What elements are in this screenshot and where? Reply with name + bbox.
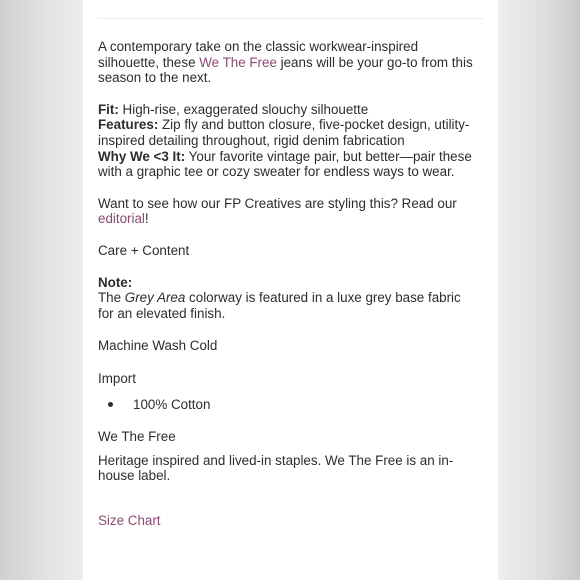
size-chart-link[interactable]: Size Chart (98, 512, 161, 528)
why-value: Your favorite vintage pair, but better—pair these with a graphic tee or cozy sweater for endless ways to wear. (98, 148, 472, 180)
fit-line (98, 102, 368, 117)
features-line (98, 117, 469, 148)
note-label: Note: (98, 274, 133, 290)
intro-text-end: jeans will be your go-to from this season to the next. (98, 54, 473, 86)
product-description (98, 39, 478, 528)
brand-description: Heritage inspired and lived-in staples. We The Free is an in-house label. (98, 452, 454, 484)
note-text: The (98, 290, 125, 306)
care-content-heading: Care + Content (98, 242, 190, 258)
fit-value: High-rise, exaggerated slouchy silhouette (118, 101, 369, 117)
brand-heading: We The Free (98, 429, 176, 445)
specs-block (98, 102, 478, 180)
divider (98, 18, 483, 19)
intro-paragraph (98, 39, 478, 86)
care-note (98, 275, 478, 322)
features-value: Zip fly and button closure, five-pocket design, utility-inspired detailing throughout, rigid denim fabrication (98, 117, 470, 148)
intro-text: A contemporary take on the classic workwear-inspired silhouette, these (98, 39, 419, 70)
wash-instructions: Machine Wash Cold (98, 338, 218, 354)
editorial-link[interactable]: editorial (98, 211, 145, 227)
bullet-icon (108, 402, 113, 407)
editorial-cta (98, 196, 478, 227)
note-text-end: colorway is featured in a luxe grey base fabric for an elevated finish. (98, 290, 461, 321)
materials-list (98, 397, 478, 413)
cta-text: Want to see how our FP Creatives are styling this? Read our (98, 195, 457, 211)
cta-end: ! (144, 211, 149, 227)
product-details-card (83, 0, 498, 580)
colorway-name: Grey Area (124, 290, 186, 306)
brand-link[interactable]: We The Free (199, 54, 277, 70)
list-item (98, 397, 478, 413)
fit-label: Fit: (98, 101, 119, 117)
origin: Import (98, 370, 136, 386)
why-label: Why We <3 It: (98, 148, 186, 164)
why-line (98, 149, 472, 180)
features-label: Features: (98, 117, 159, 133)
material-text: 100% Cotton (133, 396, 211, 412)
